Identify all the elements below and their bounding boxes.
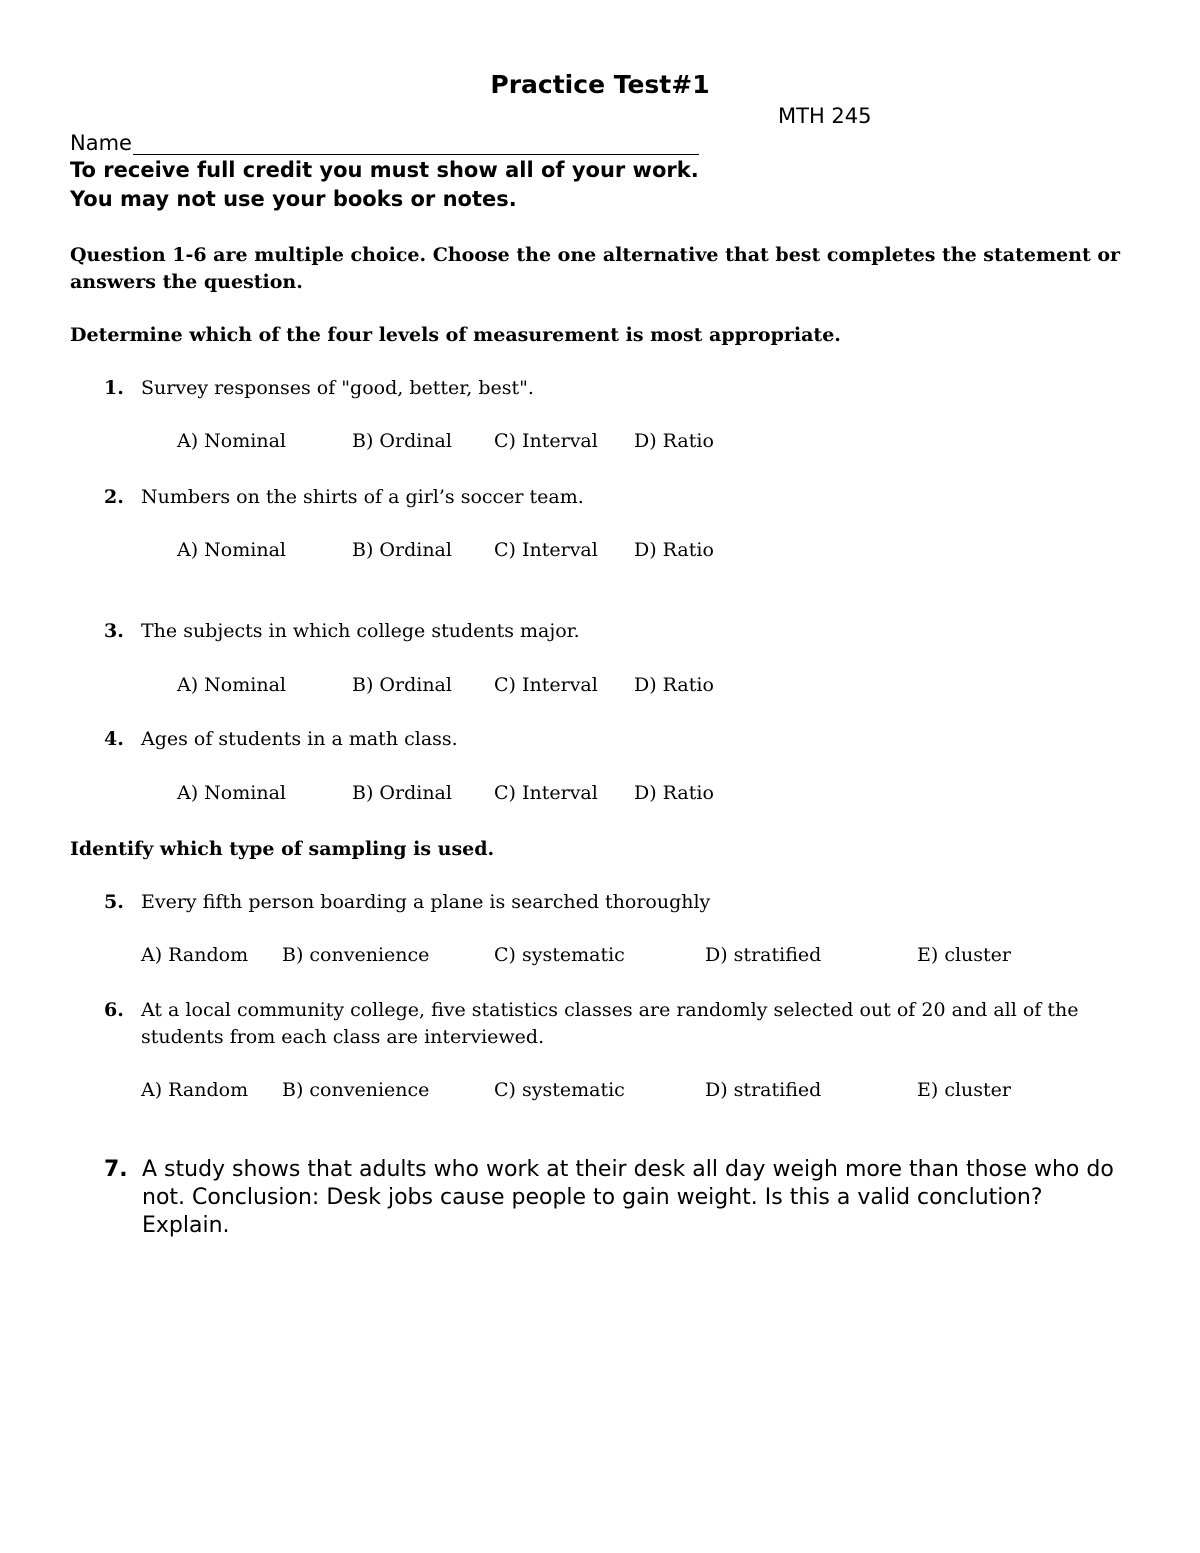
q4-option-d[interactable]: D) Ratio	[634, 782, 714, 804]
q3-option-d[interactable]: D) Ratio	[634, 674, 714, 696]
multiple-choice-instructions: Question 1-6 are multiple choice. Choose the one alternative that best completes the statement or answers the question.	[70, 244, 1121, 293]
q3-option-c[interactable]: C) Interval	[494, 674, 598, 696]
question-1	[104, 377, 124, 399]
name-field-row	[70, 130, 699, 155]
q6-option-e[interactable]: E) cluster	[917, 1079, 1011, 1101]
section-heading-measurement: Determine which of the four levels of measurement is most appropriate.	[70, 324, 841, 346]
question-2-text: Numbers on the shirts of a girl’s soccer team.	[141, 486, 584, 508]
question-5-number: 5.	[104, 891, 124, 913]
instruction-no-notes: You may not use your books or notes.	[70, 187, 517, 211]
name-label: Name	[70, 131, 132, 155]
q5-option-c[interactable]: C) systematic	[494, 944, 625, 966]
question-6-text-line1: At a local community college, five statistics classes are randomly selected out of 20 and all of the	[141, 999, 1079, 1021]
q1-option-c[interactable]: C) Interval	[494, 430, 598, 452]
q1-option-a[interactable]: A) Nominal	[177, 430, 286, 452]
question-5-text: Every fifth person boarding a plane is searched thoroughly	[141, 891, 711, 913]
question-3-text: The subjects in which college students major.	[141, 620, 580, 642]
question-4-number: 4.	[104, 728, 124, 750]
question-3-number: 3.	[104, 620, 124, 642]
question-6-text-line2: students from each class are interviewed.	[141, 1026, 545, 1048]
q5-option-a[interactable]: A) Random	[141, 944, 249, 966]
q2-option-a[interactable]: A) Nominal	[177, 539, 286, 561]
q3-option-a[interactable]: A) Nominal	[177, 674, 286, 696]
instruction-show-work: To receive full credit you must show all of your work.	[70, 158, 699, 182]
question-number: 1.	[104, 377, 124, 399]
q4-option-b[interactable]: B) Ordinal	[352, 782, 452, 804]
q4-option-c[interactable]: C) Interval	[494, 782, 598, 804]
q5-option-d[interactable]: D) stratified	[705, 944, 822, 966]
q3-option-b[interactable]: B) Ordinal	[352, 674, 452, 696]
q2-option-d[interactable]: D) Ratio	[634, 539, 714, 561]
question-6-number: 6.	[104, 999, 124, 1021]
course-code: MTH 245	[778, 104, 872, 128]
question-7-text: A study shows that adults who work at their desk all day weigh more than those who do not. Conclusion: Desk jobs cause people to gain weight. Is this a valid conclution? Explain.	[142, 1157, 1114, 1238]
q6-option-a[interactable]: A) Random	[141, 1079, 249, 1101]
q5-option-e[interactable]: E) cluster	[917, 944, 1011, 966]
question-2-number: 2.	[104, 486, 124, 508]
q4-option-a[interactable]: A) Nominal	[177, 782, 286, 804]
q1-option-b[interactable]: B) Ordinal	[352, 430, 452, 452]
q6-option-d[interactable]: D) stratified	[705, 1079, 822, 1101]
question-1-text: Survey responses of "good, better, best".	[141, 377, 534, 399]
question-7	[104, 1156, 1114, 1240]
section-heading-sampling: Identify which type of sampling is used.	[70, 838, 495, 860]
name-blank-line[interactable]	[133, 130, 699, 155]
q5-option-b[interactable]: B) convenience	[282, 944, 430, 966]
question-7-number: 7.	[104, 1157, 128, 1182]
q1-option-d[interactable]: D) Ratio	[634, 430, 714, 452]
question-4-text: Ages of students in a math class.	[141, 728, 458, 750]
page-title: Practice Test#1	[490, 70, 710, 99]
q6-option-b[interactable]: B) convenience	[282, 1079, 430, 1101]
q2-option-b[interactable]: B) Ordinal	[352, 539, 452, 561]
q6-option-c[interactable]: C) systematic	[494, 1079, 625, 1101]
q2-option-c[interactable]: C) Interval	[494, 539, 598, 561]
